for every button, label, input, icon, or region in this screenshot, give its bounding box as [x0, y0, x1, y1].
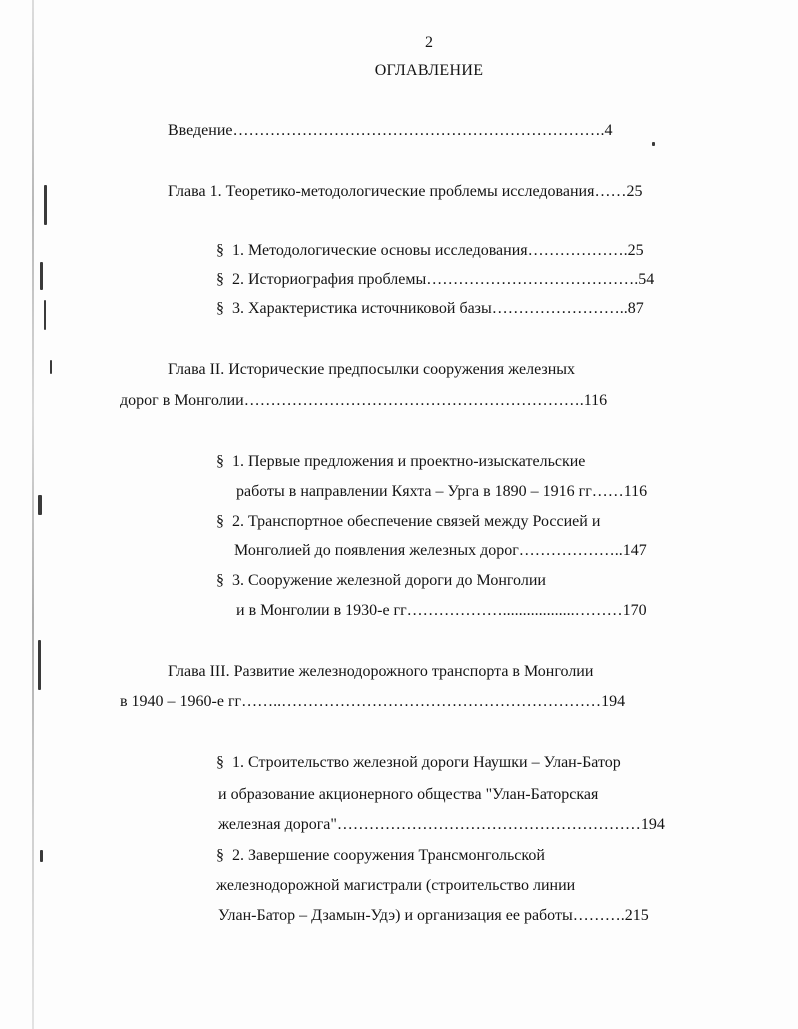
scan-speck: [652, 142, 655, 146]
toc-chapter-2-heading-line-1: Глава II. Исторические предпосылки сооружения железных: [168, 361, 576, 378]
toc-chapter-2-section-3-line-1: § 3. Сооружение железной дороги до Монголии: [216, 572, 546, 589]
toc-chapter-3-heading-line-2: в 1940 – 1960-е гг……..……………………………………………………194: [120, 693, 626, 710]
toc-chapter-3-section-2-line-1: § 2. Завершение сооружения Трансмонгольской: [216, 847, 545, 864]
toc-chapter-2-section-1-line-1: § 1. Первые предложения и проектно-изыскательские: [216, 453, 586, 470]
scan-speck: [44, 185, 47, 225]
toc-chapter-3-section-1-line-3: железная дорога"…………………………………………………194: [218, 816, 665, 833]
toc-chapter-1-section-1: § 1. Методологические основы исследования……………….25: [216, 242, 644, 259]
toc-chapter-2-section-2-line-1: § 2. Транспортное обеспечение связей между Россией и: [216, 513, 601, 530]
page-number: 2: [425, 34, 433, 51]
toc-chapter-2-section-2-line-2: Монголией до появления железных дорог………………..147: [234, 542, 647, 559]
toc-chapter-2-section-1-line-2: работы в направлении Кяхта – Урга в 1890 – 1916 гг……116: [236, 483, 648, 500]
toc-chapter-1-heading: Глава 1. Теоретико-методологические проблемы исследования……25: [168, 183, 643, 200]
toc-chapter-3-section-1-line-1: § 1. Строительство железной дороги Наушки – Улан-Батор: [216, 754, 621, 771]
scan-speck: [38, 495, 42, 515]
toc-chapter-1-section-3: § 3. Характеристика источниковой базы……………………..87: [216, 300, 644, 317]
scan-speck: [40, 262, 43, 290]
scan-edge-artifact: [32, 0, 34, 1029]
toc-chapter-1-section-2: § 2. Историография проблемы………………………………….54: [216, 271, 655, 288]
scan-speck: [38, 640, 41, 690]
toc-chapter-3-section-2-line-2: железнодорожной магистрали (строительство линии: [216, 877, 576, 894]
toc-chapter-3-section-2-line-3: Улан-Батор – Дзамын-Удэ) и организация ее работы……….215: [218, 907, 649, 924]
scan-speck: [44, 300, 46, 330]
toc-chapter-3-heading-line-1: Глава III. Развитие железнодорожного транспорта в Монголии: [168, 663, 594, 680]
page-title: ОГЛАВЛЕНИЕ: [374, 62, 484, 79]
toc-chapter-2-heading-line-2: дорог в Монголии……………………………………………………….116: [120, 392, 608, 409]
toc-chapter-2-section-3-line-2: и в Монголии в 1930-е гг………………..................………170: [236, 602, 647, 619]
toc-intro: Введение…………………………………………………………….4: [168, 122, 613, 139]
scan-speck: [50, 360, 52, 374]
toc-chapter-3-section-1-line-2: и образование акционерного общества "Улан-Баторская: [218, 786, 599, 803]
scan-speck: [40, 850, 43, 862]
